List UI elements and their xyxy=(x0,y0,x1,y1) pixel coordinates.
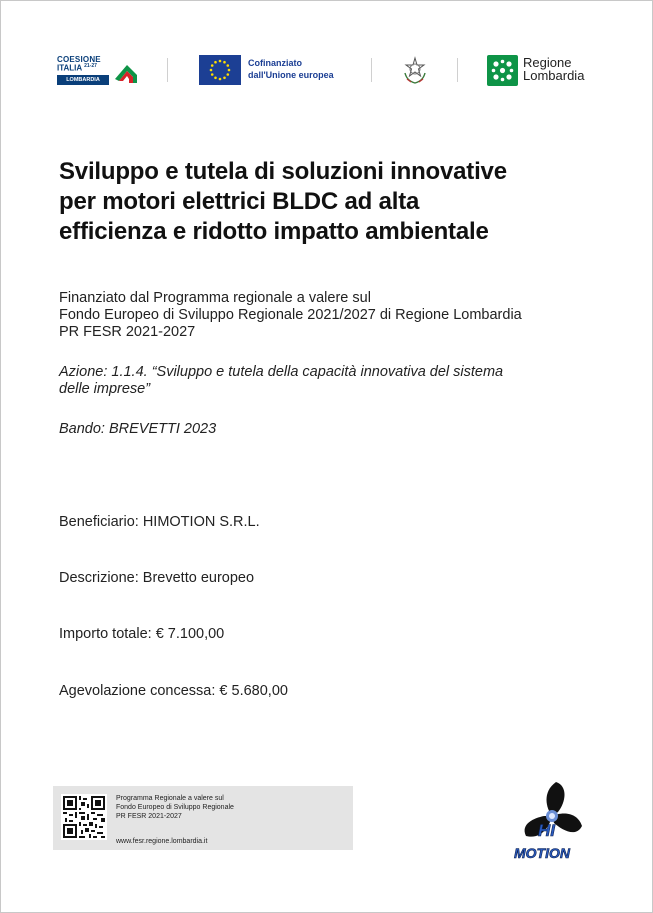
descrizione-text: Descrizione: Brevetto europeo xyxy=(59,570,255,586)
regione-line1: Regione xyxy=(523,55,572,70)
coesione-region: LOMBARDIA xyxy=(57,75,109,85)
eu-cofinanziato-text xyxy=(248,57,334,81)
azione-line2: delle imprese” xyxy=(59,381,151,397)
coesione-italia-text: ITALIA xyxy=(57,63,82,73)
bando-text: Bando: BREVETTI 2023 xyxy=(59,421,217,437)
himotion-motion-text: MOTION xyxy=(514,845,570,861)
regione-lombardia-text xyxy=(523,56,584,82)
title-line3: efficienza e ridotto impatto ambientale xyxy=(59,218,489,245)
coesione-italia-logo xyxy=(57,55,141,87)
footer-program-text xyxy=(116,794,234,821)
footer-url-link[interactable]: www.fesr.regione.lombardia.it xyxy=(116,838,208,845)
azione-line1: Azione: 1.1.4. “Sviluppo e tutela della capacità innovativa del sistema xyxy=(59,364,504,380)
beneficiario-text: Beneficiario: HIMOTION S.R.L. xyxy=(59,514,260,530)
regione-lombardia-rose-icon xyxy=(487,55,518,86)
logo-separator xyxy=(167,58,168,82)
himotion-hi-text: HI xyxy=(538,821,555,840)
logo-separator xyxy=(371,58,372,82)
azione-text xyxy=(59,364,503,398)
page-title xyxy=(59,157,619,247)
qr-code-icon xyxy=(61,794,107,840)
footer-slant-shape xyxy=(306,786,348,850)
coesione-line2 xyxy=(57,63,97,73)
agevolazione-text: Agevolazione concessa: € 5.680,00 xyxy=(59,683,288,699)
funding-line3: PR FESR 2021-2027 xyxy=(59,324,196,340)
himotion-logo xyxy=(510,778,594,866)
funding-text xyxy=(59,290,522,341)
coesione-years: 21-27 xyxy=(84,63,97,69)
logo-bar xyxy=(57,52,597,90)
importo-totale-text: Importo totale: € 7.100,00 xyxy=(59,626,225,642)
coesione-arrow-icon xyxy=(113,59,139,85)
regione-line2: Lombardia xyxy=(523,68,585,83)
footer-line1: Programma Regionale a valere sul xyxy=(116,795,224,802)
title-line1: Sviluppo e tutela di soluzioni innovative xyxy=(59,158,507,185)
footer-line2: Fondo Europeo di Sviluppo Regionale xyxy=(116,804,234,811)
title-line2: per motori elettrici BLDC ad alta xyxy=(59,188,420,215)
footer-line3: PR FESR 2021-2027 xyxy=(116,813,182,820)
funding-line1: Finanziato dal Programma regionale a valere sul xyxy=(59,290,371,306)
coesione-line1: COESIONE xyxy=(57,55,101,64)
eu-flag-icon xyxy=(199,55,241,85)
logo-separator xyxy=(457,58,458,82)
eu-text-line1: Cofinanziato xyxy=(248,58,302,68)
funding-line2: Fondo Europeo di Sviluppo Regionale 2021/2027 di Regione Lombardia xyxy=(59,307,522,323)
eu-text-line2: dall'Unione europea xyxy=(248,70,334,80)
italian-republic-emblem-icon xyxy=(401,55,429,85)
